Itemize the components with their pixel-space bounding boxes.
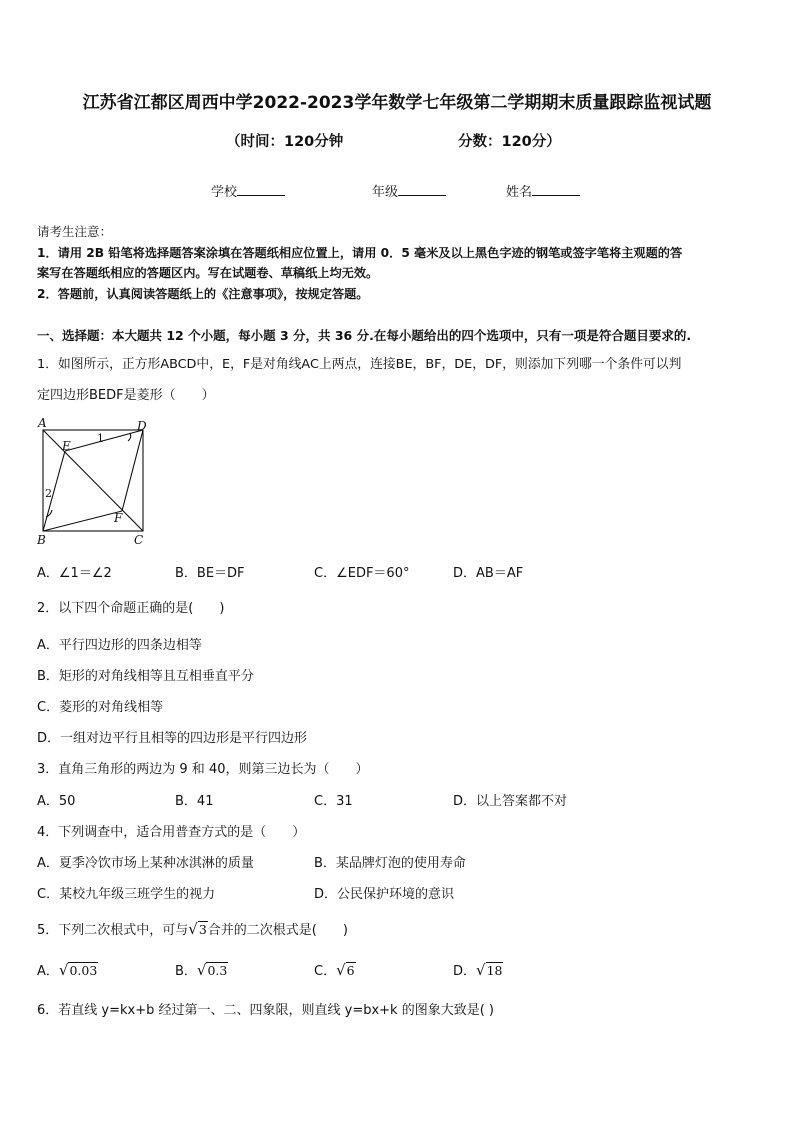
q2-option-b[interactable]: B．矩形的对角线相等且互相垂直平分 bbox=[37, 669, 254, 684]
name-blank[interactable] bbox=[532, 183, 580, 196]
grade-label: 年级 bbox=[372, 185, 399, 200]
exam-score: 分数：120分） bbox=[458, 134, 561, 150]
q5-option-a-sqrt: √0.03 bbox=[58, 961, 98, 979]
notice-line-1a: 1．请用 2B 铅笔将选择题答案涂填在答题纸相应位置上，请用 0．5 毫米及以上黑色字迹的钢笔或签字笔将主观题的答 bbox=[37, 246, 683, 260]
q3-stem: 3．直角三角形的两边为 9 和 40，则第三边长为（ ） bbox=[37, 762, 369, 777]
label-d: D bbox=[137, 419, 147, 433]
q1-option-d[interactable]: D．AB＝AF bbox=[453, 566, 524, 581]
q5-option-d-radicand: 18 bbox=[486, 963, 503, 978]
q5-stem-before: 5．下列二次根式中，可与 bbox=[37, 923, 189, 938]
name-field bbox=[506, 181, 580, 200]
label-angle-2: 2 bbox=[45, 487, 52, 500]
q3-option-d[interactable]: D．以上答案都不对 bbox=[453, 794, 568, 809]
q1-figure bbox=[30, 414, 160, 550]
q4-option-b[interactable]: B．某品牌灯泡的使用寿命 bbox=[314, 856, 466, 871]
q5-option-a-radicand: 0.03 bbox=[69, 963, 98, 978]
q1-option-a[interactable]: A．∠1＝∠2 bbox=[37, 566, 112, 581]
q6-stem: 6．若直线 y=kx+b 经过第一、二、四象限，则直线 y=bx+k 的图象大致是( ) bbox=[37, 1003, 494, 1018]
notice-line-2: 2．答题前，认真阅读答题纸上的《注意事项》，按规定答题。 bbox=[37, 287, 369, 301]
q2-option-a[interactable]: A．平行四边形的四条边相等 bbox=[37, 638, 202, 653]
q5-option-a[interactable] bbox=[37, 960, 98, 979]
q5-stem-sqrt: √3 bbox=[188, 920, 207, 938]
segment-ed bbox=[65, 430, 143, 451]
label-angle-1: 1 bbox=[97, 432, 104, 445]
school-label: 学校 bbox=[211, 185, 238, 200]
q5-option-b-sqrt: √0.3 bbox=[196, 961, 228, 979]
q1-option-c[interactable]: C．∠EDF＝60° bbox=[314, 566, 410, 581]
q4-option-c[interactable]: C．某校九年级三班学生的视力 bbox=[37, 887, 216, 902]
q1-stem-line2: 定四边形BEDF是菱形（ ） bbox=[37, 388, 215, 403]
grade-field bbox=[372, 181, 446, 200]
q5-option-b-radicand: 0.3 bbox=[207, 963, 228, 978]
q5-option-c-radicand: 6 bbox=[346, 963, 355, 978]
q2-option-c[interactable]: C．菱形的对角线相等 bbox=[37, 700, 164, 715]
q3-option-a[interactable]: A．50 bbox=[37, 794, 76, 809]
q4-option-a[interactable]: A．夏季冷饮市场上某种冰淇淋的质量 bbox=[37, 856, 254, 871]
q1-option-b[interactable]: B．BE＝DF bbox=[175, 566, 245, 581]
label-a: A bbox=[38, 416, 47, 430]
diagonal-ac bbox=[43, 430, 143, 531]
segment-df bbox=[122, 430, 143, 511]
exam-title: 江苏省江都区周西中学2022-2023学年数学七年级第二学期期末质量跟踪监视试题 bbox=[82, 93, 712, 113]
label-b: B bbox=[37, 533, 46, 547]
q1-stem-line1: 1．如图所示，正方形ABCD中，E，F是对角线AC上两点，连接BE，BF，DE，DF，则添加下列哪一个条件可以判 bbox=[37, 357, 682, 372]
q5-option-c-prefix: C． bbox=[314, 964, 337, 979]
q2-option-d[interactable]: D．一组对边平行且相等的四边形是平行四边形 bbox=[37, 731, 308, 746]
notice-heading: 请考生注意： bbox=[37, 224, 113, 239]
q5-option-d-prefix: D． bbox=[453, 964, 477, 979]
school-field bbox=[211, 181, 285, 200]
name-label: 姓名 bbox=[506, 185, 533, 200]
section-heading: 一、选择题：本大题共 12 个小题，每小题 3 分，共 36 分.在每小题给出的四个选项中，只有一项是符合题目要求的. bbox=[37, 328, 692, 343]
q5-option-d[interactable] bbox=[453, 960, 503, 979]
q5-stem-radicand: 3 bbox=[198, 922, 207, 937]
q5-option-c[interactable] bbox=[314, 960, 356, 979]
school-blank[interactable] bbox=[237, 183, 285, 196]
q5-option-b-prefix: B． bbox=[175, 964, 197, 979]
q5-option-c-sqrt: √6 bbox=[336, 961, 355, 979]
segment-bf bbox=[43, 511, 122, 531]
q4-option-d[interactable]: D．公民保护环境的意识 bbox=[314, 887, 455, 902]
q5-option-a-prefix: A． bbox=[37, 964, 59, 979]
grade-blank[interactable] bbox=[398, 183, 446, 196]
q5-option-d-sqrt: √18 bbox=[476, 961, 503, 979]
exam-time: （时间：120分钟 bbox=[226, 134, 344, 150]
q5-option-b[interactable] bbox=[175, 960, 228, 979]
q3-option-c[interactable]: C．31 bbox=[314, 794, 353, 809]
q3-option-b[interactable]: B．41 bbox=[175, 794, 214, 809]
notice-line-1b: 案写在答题纸相应的答题区内。写在试题卷、草稿纸上均无效。 bbox=[37, 266, 379, 280]
label-f: F bbox=[114, 511, 123, 525]
label-e: E bbox=[62, 439, 71, 453]
q4-stem: 4．下列调查中，适合用普查方式的是（ ） bbox=[37, 825, 306, 840]
label-c: C bbox=[134, 533, 144, 547]
q5-stem-after: 合并的二次根式是( ) bbox=[207, 923, 348, 938]
q5-stem bbox=[37, 919, 348, 938]
q2-stem: 2．以下四个命题正确的是( ) bbox=[37, 601, 225, 616]
